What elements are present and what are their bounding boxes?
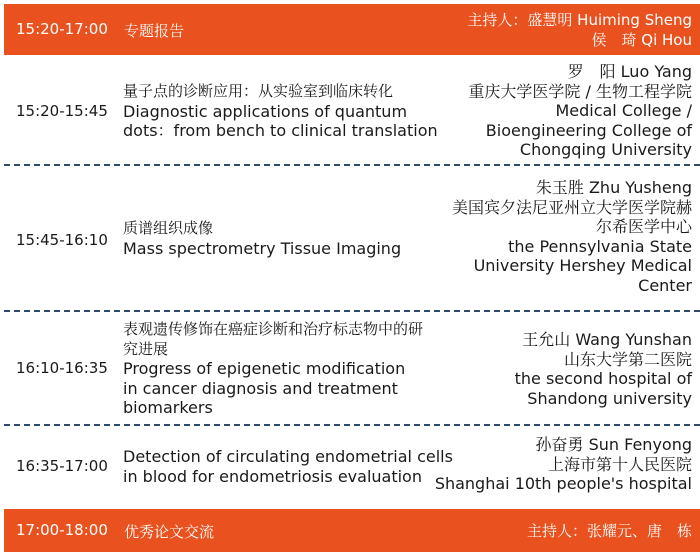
talk-time: 16:35-17:00 (16, 457, 108, 475)
talk-title-en: in blood for endometriosis evaluation (123, 466, 422, 486)
talk-title-cn: 量子点的诊断应用：从实验室到临床转化 (123, 82, 394, 100)
speaker-affiliation: the second hospital of (514, 369, 692, 388)
speaker-affiliation: 重庆大学医学院 / 生物工程学院 (468, 81, 692, 101)
session-title: 优秀论文交流 (124, 523, 215, 541)
session-time: 17:00-18:00 (16, 521, 108, 539)
talk-title-cn: 究进展 (123, 339, 169, 358)
talk-title-en: Progress of epigenetic modification (123, 359, 406, 378)
speaker-block (392, 435, 692, 494)
speaker-name: 孙奋勇 Sun Fenyong (535, 435, 692, 454)
host-line: 主持人：盛慧明 Huiming Sheng (467, 11, 692, 29)
host-line: 主持人：张耀元、唐 栋 (526, 522, 692, 540)
speaker-affiliation: Center (638, 275, 692, 295)
talk-title-en: Diagnostic applications of quantum (123, 101, 408, 121)
talk-row (4, 60, 700, 164)
speaker-name: 罗 阳 Luo Yang (567, 62, 692, 81)
speaker-affiliation: University Hershey Medical (473, 256, 692, 275)
speaker-affiliation: 上海市第十人民医院 (547, 454, 692, 474)
speaker-name: 王允山 Wang Yunshan (522, 330, 692, 349)
host-line: 侯 琦 Qi Hou (591, 31, 692, 49)
talk-time: 15:20-15:45 (16, 102, 108, 120)
talk-title-en: in cancer diagnosis and treatment (123, 378, 398, 398)
talk-row (4, 430, 700, 502)
talk-time: 15:45-16:10 (16, 231, 108, 249)
talk-title-en: biomarkers (123, 398, 213, 417)
speaker-affiliation: Shanghai 10th people's hospital (434, 474, 692, 493)
speaker-block (412, 62, 692, 160)
speaker-affiliation: 美国宾夕法尼亚州立大学医学院赫 (451, 197, 692, 217)
speaker-block (412, 330, 692, 408)
talk-time: 16:10-16:35 (16, 359, 108, 377)
speaker-affiliation: the Pennsylvania State (508, 236, 692, 256)
talk-row (4, 170, 700, 310)
talk-title-cn: 质谱组织成像 (123, 219, 214, 237)
session-header-bar (4, 509, 700, 552)
row-divider (4, 164, 700, 166)
talk-title-en: dots：from bench to clinical translation (123, 121, 438, 140)
speaker-affiliation: Bioengineering College of (485, 120, 692, 140)
speaker-affiliation: Shandong university (527, 388, 692, 408)
talk-row (4, 316, 700, 424)
talk-title-cn: 表观遗传修饰在癌症诊断和治疗标志物中的研 (123, 320, 424, 338)
row-divider (4, 424, 700, 426)
row-divider (4, 310, 700, 312)
speaker-affiliation: 山东大学第二医院 (563, 349, 692, 369)
speaker-affiliation: 尔希医学中心 (595, 217, 692, 236)
speaker-block (412, 178, 692, 295)
session-time: 15:20-17:00 (16, 20, 108, 38)
session-host (527, 521, 692, 541)
session-header-bar (4, 4, 700, 55)
session-title: 专题报告 (124, 22, 185, 40)
talk-title-en: Mass spectrometry Tissue Imaging (123, 238, 402, 258)
speaker-affiliation: Medical College / (555, 101, 692, 120)
speaker-name: 朱玉胜 Zhu Yusheng (535, 178, 692, 197)
speaker-affiliation: Chongqing University (519, 140, 692, 159)
session-host (467, 10, 692, 50)
talk-title-en: Detection of circulating endometrial cells (123, 447, 453, 466)
